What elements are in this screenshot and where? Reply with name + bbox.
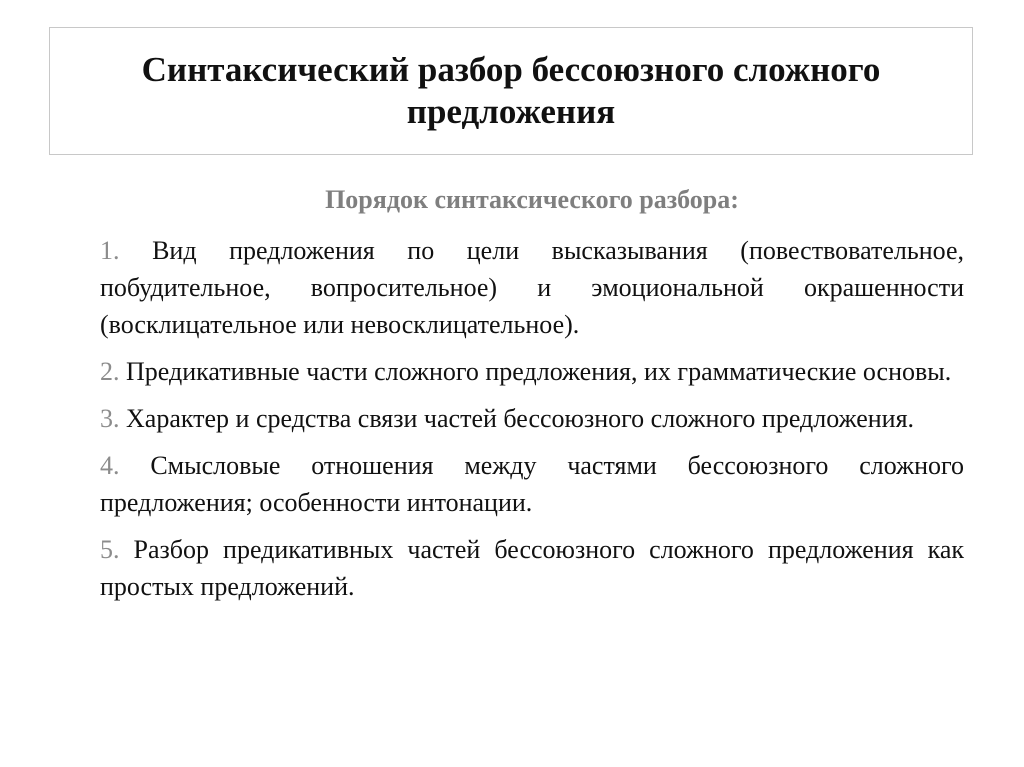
step-text: Вид предложения по цели высказывания (повествовательное, побудительное, вопросительное) и эмоциональной окрашенности (восклицательное или невосклицательное). [100,236,964,339]
slide-subtitle: Порядок синтаксического разбора: [325,185,739,214]
step-item [100,400,964,437]
step-item [100,353,964,390]
step-text: Характер и средства связи частей бессоюзного сложного предложения. [126,404,915,433]
slide-title: Синтаксический разбор бессоюзного сложного предложения [141,50,881,131]
step-number: 2. [100,357,120,386]
title-box [49,27,973,155]
step-number: 4. [100,451,120,480]
steps-list [100,232,964,615]
step-text: Разбор предикативных частей бессоюзного сложного предложения как простых предложений. [100,535,964,601]
step-number: 3. [100,404,120,433]
step-item [100,232,964,343]
step-text: Смысловые отношения между частями бессоюзного сложного предложения; особенности интонации. [100,451,965,517]
step-text: Предикативные части сложного предложения, их грамматические основы. [126,357,952,386]
step-number: 5. [100,535,120,564]
step-item [100,531,964,605]
step-number: 1. [100,236,120,265]
step-item [100,447,964,521]
